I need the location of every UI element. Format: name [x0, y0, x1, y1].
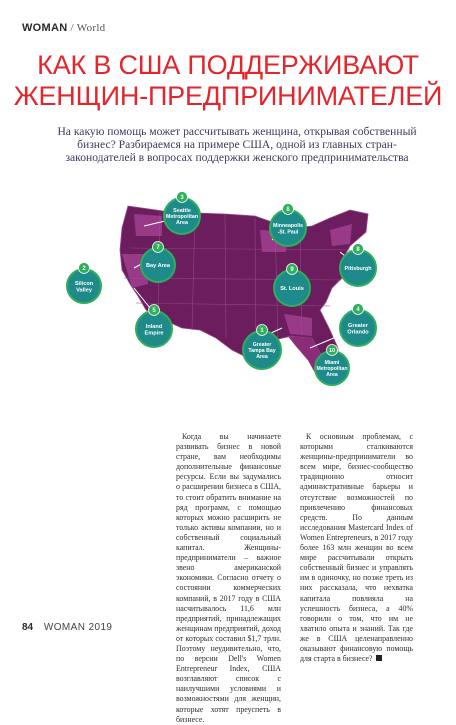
city-marker — [340, 304, 376, 347]
subsection-label: World — [76, 22, 106, 34]
city-name: Silicon Valley — [74, 281, 94, 294]
body-column-2 — [300, 432, 413, 664]
city-name: Greater Tampa Bay Area — [248, 342, 276, 360]
city-rank: 1 — [260, 328, 264, 334]
body-column-1: Когда вы начинаете развивать бизнес в новой стране, вам необходимы дополнительные финансовые ресурсы. Если вы задумались о расширении бизнеса в США, то стоит обратить внимание на ряд программ, с помощью которых можно расширить не только активы компании, но и собственный социальный капитал. Женщины-предприниматели – важное звено американской экономики. Согласно отчету о состоянии коммерческих компаний, в 2017 году в США насчитывалось 11,6 млн предприятий, принадлежащих женщинам предприятий, доход от которых составил $1,7 трлн. Поэтому неудивительно, что, по версии Dell's Women Entrepreneur Index, США возглавляют список с наилучшими условиями и возможностями для женщин, которые хотят преуспеть в бизнесе. — [176, 432, 281, 724]
city-rank: 5 — [152, 308, 156, 314]
city-rank: 6 — [286, 207, 290, 213]
section-header — [22, 22, 106, 34]
city-rank: 3 — [180, 195, 184, 201]
page-number: 84 — [22, 622, 34, 633]
city-name: Seattle Metropolitan Area — [165, 208, 199, 226]
publication-name: WOMAN 2019 — [43, 622, 113, 633]
city-rank: 4 — [356, 307, 360, 313]
city-name: Greater Orlando — [347, 323, 369, 336]
section-label: WOMAN — [22, 22, 68, 34]
section-separator: / — [67, 22, 77, 34]
city-name: Pittsburgh — [344, 266, 372, 272]
usa-map — [50, 188, 410, 388]
city-name: Inland Empire — [144, 324, 164, 337]
city-name: Bay Area — [145, 263, 171, 269]
article-title — [0, 50, 456, 112]
city-rank: 8 — [356, 247, 360, 253]
city-name: St. Louis — [280, 286, 304, 292]
page-footer — [22, 622, 112, 633]
title-line-1: КАК В США ПОДДЕРЖИВАЮТ — [37, 50, 419, 80]
article-lead: На какую помощь может рассчитывать женщина, открывая собственный бизнес? Разбираемся на примере США, одной из главных стран-законодателей в вопросах поддержки женского предпринимательства — [57, 125, 417, 164]
end-mark-icon — [376, 655, 382, 661]
title-line-2: ЖЕНЩИН-ПРЕДПРИНИМАТЕЛЕЙ — [13, 81, 443, 111]
city-name: Miami Metropolitan Area — [316, 360, 348, 378]
city-rank: 10 — [328, 348, 336, 354]
city-marker — [164, 192, 200, 235]
city-rank: 7 — [156, 245, 160, 251]
city-marker — [270, 204, 306, 247]
city-rank: 2 — [82, 266, 86, 272]
body-column-2-text: К основным проблемам, с которыми сталкиваются женщины-предприниматели во всем мире, бизнес-сообщество традиционно относит административные барьеры и отсутствие возможностей по привлечению финансовых средств. По данным исследования Mastercard Index of Women Entrepreneurs, в 2017 году более 163 млн женщин во всем мире рассчитывали открыть собственный бизнес и управлять им в одиночку, но позже треть из них рассказала, что нехватка капитала повлияла на успешность бизнеса, а 40% говорили о том, что им не хватило опыта и знаний. Так где же в США целенаправленно оказывают финансовую помощь для старта в бизнесе? — [300, 432, 413, 664]
city-rank: 9 — [290, 267, 294, 273]
city-name: Minneapolis -St. Paul — [273, 223, 303, 236]
city-marker — [67, 263, 101, 304]
